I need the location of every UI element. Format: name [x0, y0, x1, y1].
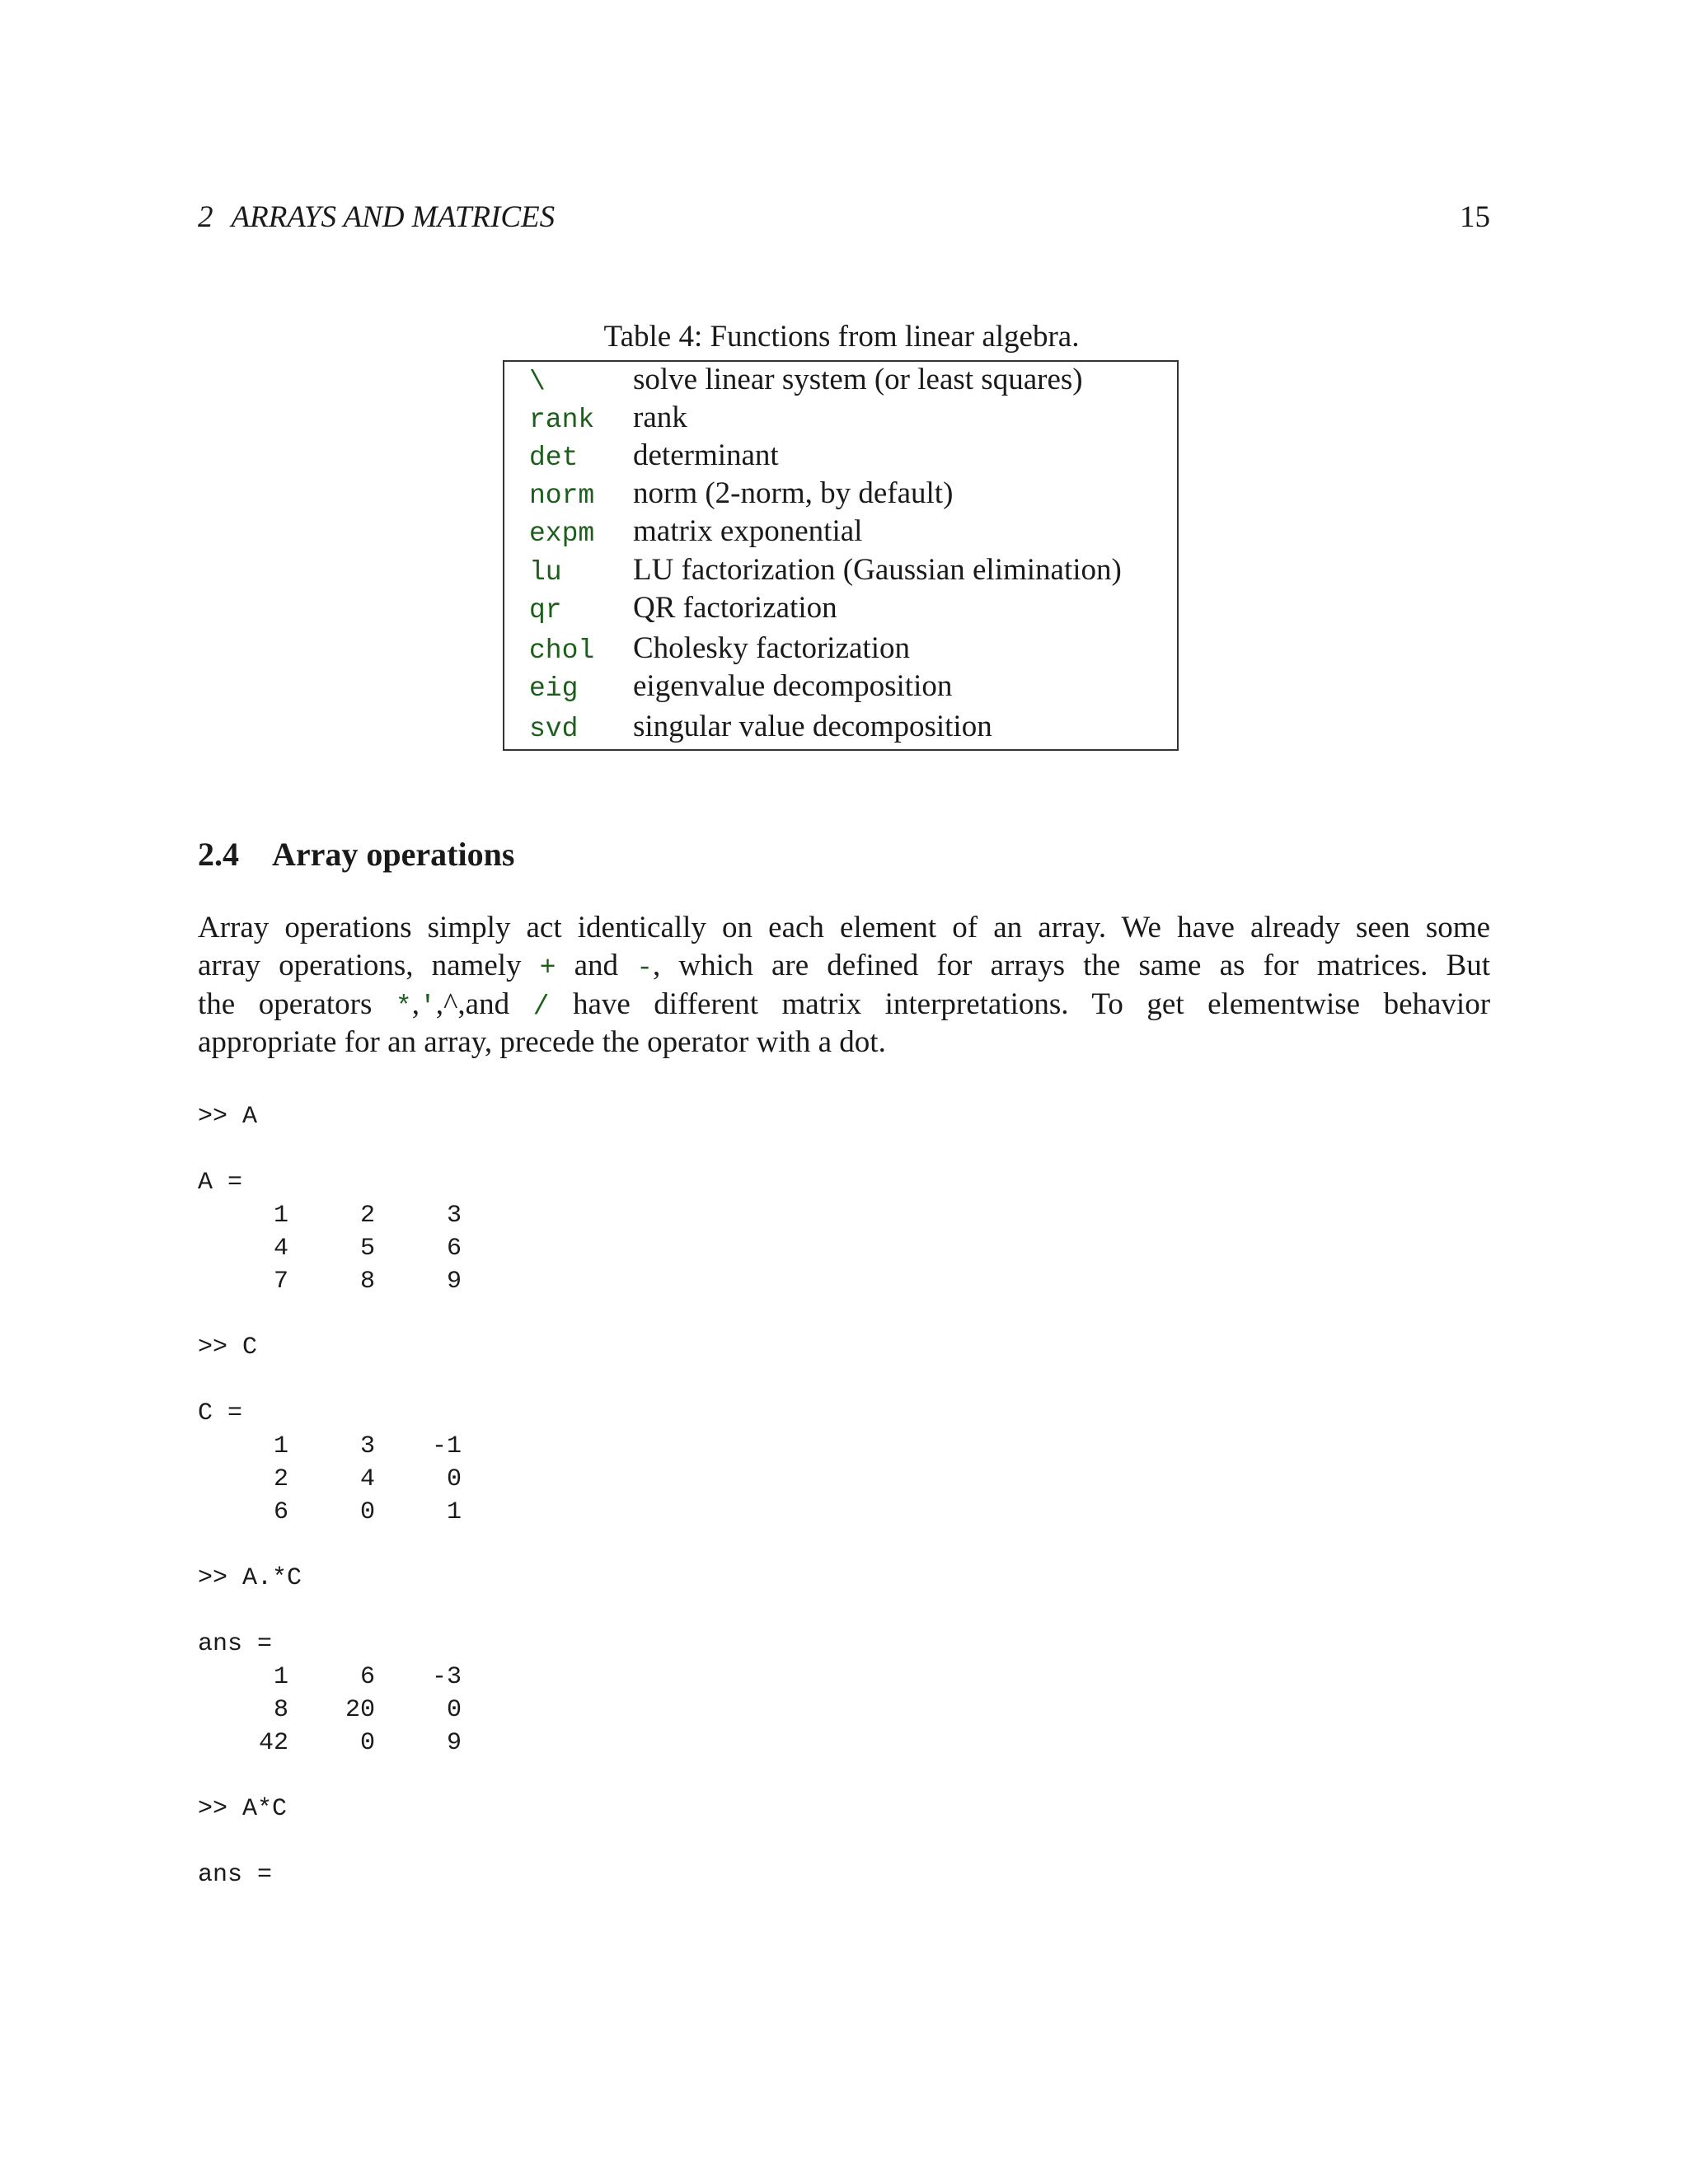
function-code: expm: [529, 518, 595, 549]
function-description: eigenvalue decomposition: [633, 669, 953, 703]
text-run: ,and: [457, 987, 510, 1021]
command-prompt: >> A: [198, 1103, 258, 1131]
functions-table: [503, 360, 1179, 751]
matrix-cell: 3: [359, 1432, 375, 1460]
running-header: [198, 199, 1490, 241]
matrix-cell: 2: [359, 1202, 375, 1230]
operator-minus: -: [636, 953, 654, 983]
text-run: ,: [435, 987, 444, 1021]
operator-transpose: ': [419, 991, 436, 1022]
table-row: [504, 476, 1177, 513]
output-label: ans =: [198, 1630, 273, 1658]
matrix-cell: 8: [359, 1268, 375, 1296]
table-row: [504, 400, 1177, 438]
matrix-row: [198, 1727, 462, 1760]
page-number: 15: [1460, 200, 1490, 234]
matrix-row: [198, 1661, 462, 1694]
table-row: [504, 668, 1177, 706]
text-run: have different matrix interpretations. To get elementwise behavior: [572, 987, 1491, 1021]
command-prompt: >> A.*C: [198, 1564, 302, 1592]
matrix-row: [198, 1232, 462, 1265]
function-code: svd: [529, 714, 579, 744]
matrix-cell: 8: [273, 1696, 288, 1724]
operator-plus: +: [539, 953, 556, 983]
matrix-cell: 6: [273, 1498, 288, 1526]
matrix-cell: 9: [446, 1729, 462, 1757]
paragraph-line: [198, 986, 1490, 1024]
function-code: norm: [529, 480, 595, 511]
table-row: [504, 709, 1177, 747]
matrix-cell: 5: [359, 1235, 375, 1263]
matrix-row: [198, 1496, 462, 1529]
section-number: 2.4: [198, 836, 239, 873]
function-description: determinant: [633, 438, 779, 472]
output-label: A =: [198, 1169, 243, 1197]
table-row: [504, 552, 1177, 590]
matrix-row: [198, 1694, 462, 1727]
matrix-cell: 1: [446, 1498, 462, 1526]
text-run: array operations, namely: [198, 949, 522, 982]
operator-times: *: [395, 991, 412, 1022]
table-row: [504, 513, 1177, 551]
text-run: ,: [411, 987, 420, 1021]
function-description: QR factorization: [633, 591, 837, 625]
section-heading: [198, 835, 514, 874]
output-label: ans =: [198, 1861, 273, 1889]
matrix-cell: 9: [446, 1268, 462, 1296]
matrix-cell: 2: [273, 1465, 288, 1493]
matrix-row: [198, 1463, 462, 1496]
operator-power: ^: [443, 987, 458, 1021]
matrix-cell: 4: [359, 1465, 375, 1493]
text-run: , which are defined for arrays the same as for matrices. But: [653, 949, 1491, 982]
table-row: [504, 438, 1177, 476]
header-section-title: ARRAYS AND MATRICES: [231, 200, 556, 234]
matrix-cell: 7: [273, 1268, 288, 1296]
command-prompt: >> A*C: [198, 1795, 288, 1823]
matrix-cell: 0: [359, 1498, 375, 1526]
text-run: the operators: [198, 987, 373, 1021]
function-code: lu: [529, 557, 562, 588]
function-code: qr: [529, 595, 562, 626]
header-section: [198, 199, 555, 235]
table-row: [504, 362, 1177, 400]
command-prompt: >> C: [198, 1333, 258, 1361]
output-label: C =: [198, 1399, 243, 1427]
matrix-cell: 3: [446, 1202, 462, 1230]
matrix-cell: 6: [446, 1235, 462, 1263]
matrix-cell: 6: [359, 1663, 375, 1691]
paragraph-line: appropriate for an array, precede the operator with a dot.: [198, 1025, 886, 1059]
function-description: solve linear system (or least squares): [633, 363, 1083, 396]
matrix-cell: 0: [446, 1696, 462, 1724]
section-title: Array operations: [272, 836, 515, 873]
table-row: [504, 590, 1177, 628]
matrix-row: [198, 1199, 462, 1232]
function-description: Cholesky factorization: [633, 631, 910, 665]
paragraph-line: [198, 947, 1490, 985]
matrix-cell: 20: [345, 1696, 375, 1724]
header-section-number: 2: [198, 200, 213, 234]
matrix-cell: 1: [273, 1432, 288, 1460]
function-description: rank: [633, 401, 687, 434]
table-caption: Table 4: Functions from linear algebra.: [603, 320, 1080, 354]
matrix-cell: 42: [258, 1729, 288, 1757]
matrix-cell: -3: [431, 1663, 462, 1691]
matrix-cell: 1: [273, 1202, 288, 1230]
function-code: \: [529, 367, 546, 397]
function-description: LU factorization (Gaussian elimination): [633, 553, 1122, 587]
text-run: and: [574, 949, 619, 982]
function-code: chol: [529, 635, 595, 666]
operator-divide: /: [532, 991, 550, 1022]
function-code: det: [529, 443, 579, 473]
matrix-cell: 0: [446, 1465, 462, 1493]
matrix-cell: 0: [359, 1729, 375, 1757]
matrix-row: [198, 1430, 462, 1463]
table-row: [504, 630, 1177, 668]
matrix-cell: 4: [273, 1235, 288, 1263]
function-code: rank: [529, 405, 595, 435]
function-description: singular value decomposition: [633, 710, 992, 743]
matrix-cell: -1: [431, 1432, 462, 1460]
matrix-row: [198, 1265, 462, 1298]
function-code: eig: [529, 673, 579, 704]
function-description: matrix exponential: [633, 514, 863, 548]
function-description: norm (2-norm, by default): [633, 476, 954, 510]
paragraph-line: Array operations simply act identically on each element of an array. We have already seen some: [198, 911, 1490, 944]
matrix-cell: 1: [273, 1663, 288, 1691]
